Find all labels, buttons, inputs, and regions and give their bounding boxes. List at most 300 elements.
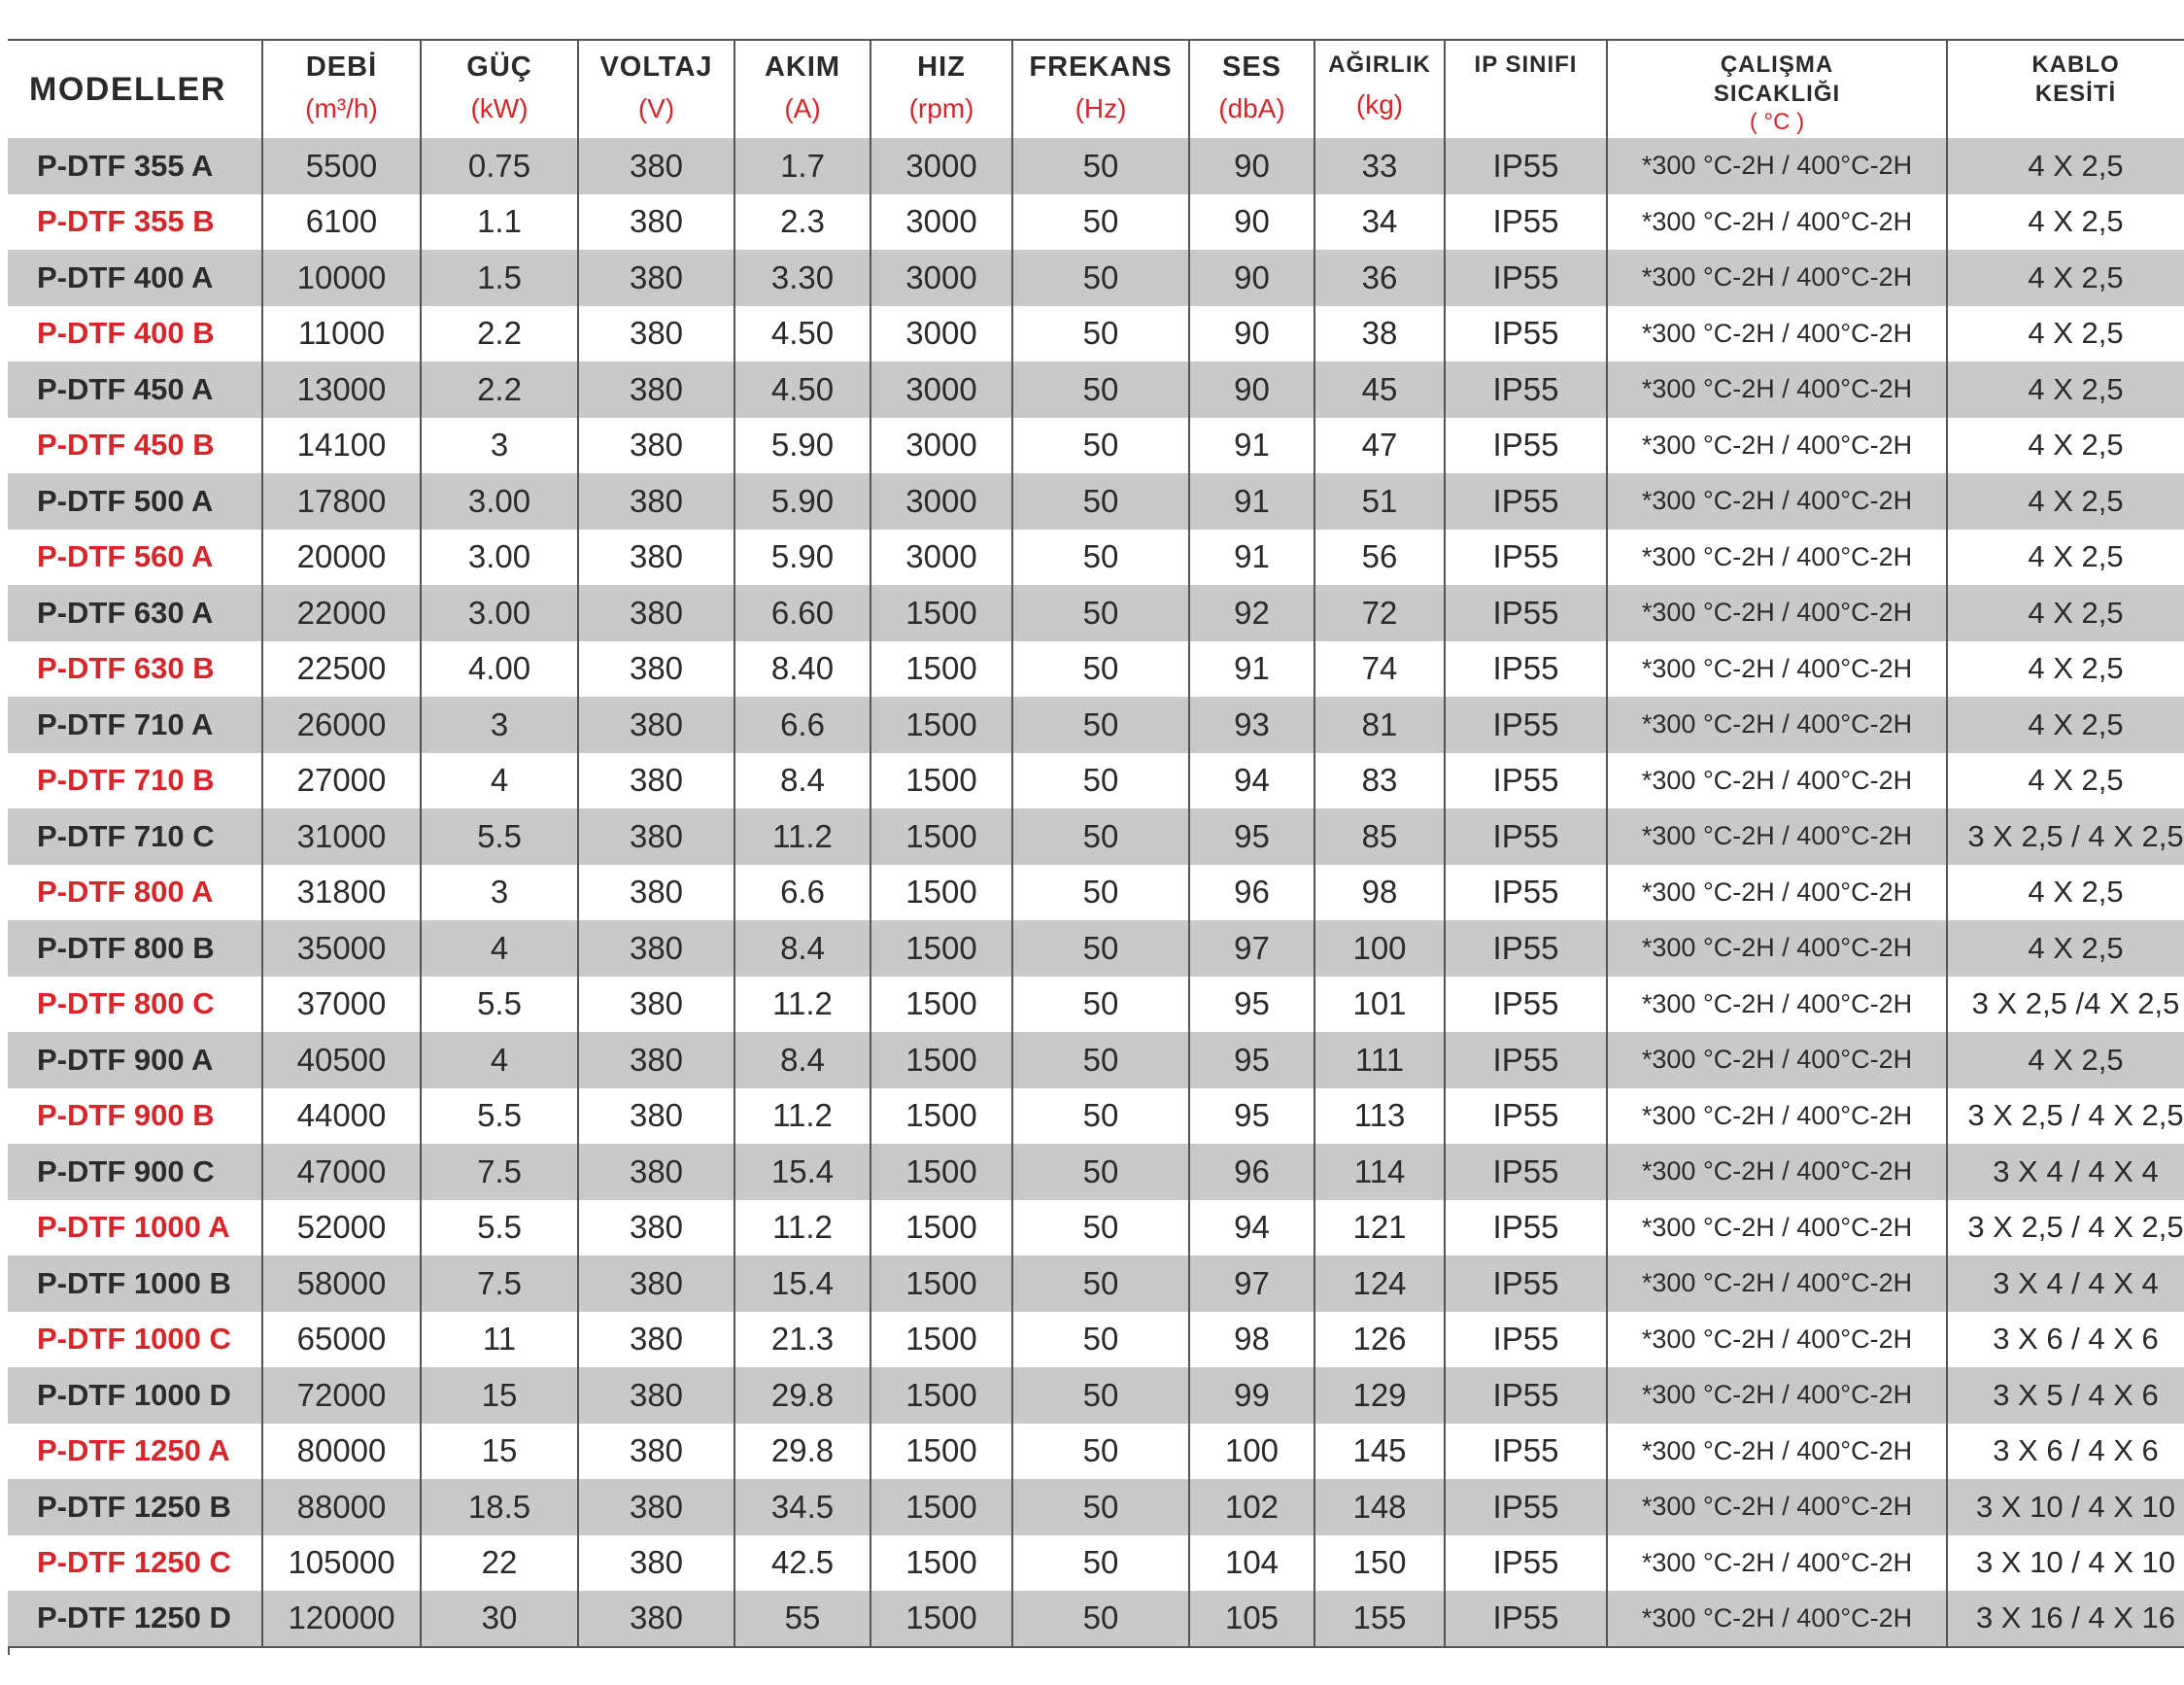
cell-cable-section: 4 X 2,5 (1947, 306, 2184, 362)
cell-ip-class: IP55 (1445, 920, 1607, 977)
cell-speed: 1500 (870, 753, 1012, 809)
cell-ip-class: IP55 (1445, 697, 1607, 753)
cell-cable-section: 4 X 2,5 (1947, 1032, 2184, 1088)
column-header-label: AKIM (764, 52, 841, 83)
cell-cable-section: 4 X 2,5 (1947, 585, 2184, 641)
cell-power: 15 (421, 1367, 578, 1424)
cell-flow: 14100 (262, 418, 421, 474)
column-header-label: AĞIRLIK (1328, 52, 1431, 78)
cell-speed: 1500 (870, 865, 1012, 921)
cell-speed: 1500 (870, 1535, 1012, 1592)
cell-operating-temperature: *300 °C-2H / 400°C-2H (1607, 1591, 1947, 1647)
cell-operating-temperature: *300 °C-2H / 400°C-2H (1607, 1032, 1947, 1088)
cell-cable-section: 4 X 2,5 (1947, 418, 2184, 474)
cell-ip-class: IP55 (1445, 1312, 1607, 1368)
cell-current: 8.4 (734, 1032, 870, 1088)
column-header-label-line2: KESİTİ (2034, 81, 2117, 107)
cell-flow: 22500 (262, 641, 421, 698)
cell-power: 4 (421, 753, 578, 809)
cell-current: 34.5 (734, 1479, 870, 1535)
cell-frequency: 50 (1012, 920, 1189, 977)
cell-power: 3.00 (421, 585, 578, 641)
cell-voltage: 380 (578, 138, 734, 194)
table-row (8, 306, 2184, 362)
cell-speed: 1500 (870, 1200, 1012, 1256)
cell-current: 11.2 (734, 977, 870, 1033)
cell-voltage: 380 (578, 1535, 734, 1592)
table-row (8, 250, 2184, 306)
cell-flow: 31800 (262, 865, 421, 921)
cell-frequency: 50 (1012, 418, 1189, 474)
cell-voltage: 380 (578, 1255, 734, 1312)
cell-flow: 47000 (262, 1144, 421, 1200)
column-header-label: FREKANS (1029, 52, 1173, 83)
column-header-voltage (578, 40, 734, 138)
cell-current: 4.50 (734, 361, 870, 418)
cell-sound: 95 (1189, 808, 1314, 865)
cell-flow: 5500 (262, 138, 421, 194)
cell-weight: 34 (1314, 194, 1445, 251)
cell-ip-class: IP55 (1445, 1591, 1607, 1647)
cell-flow: 13000 (262, 361, 421, 418)
cell-power: 3 (421, 865, 578, 921)
cell-voltage: 380 (578, 585, 734, 641)
cell-model: P-DTF 1000 A (8, 1200, 262, 1256)
cell-ip-class: IP55 (1445, 473, 1607, 530)
column-header-label: IP SINIFI (1474, 52, 1578, 78)
cell-flow: 31000 (262, 808, 421, 865)
cell-weight: 98 (1314, 865, 1445, 921)
cell-current: 8.4 (734, 753, 870, 809)
cell-sound: 97 (1189, 920, 1314, 977)
cell-sound: 94 (1189, 753, 1314, 809)
cell-flow: 20000 (262, 530, 421, 586)
table-row (8, 1424, 2184, 1480)
cell-cable-section: 4 X 2,5 (1947, 530, 2184, 586)
table-row (8, 1591, 2184, 1647)
cell-model: P-DTF 1000 C (8, 1312, 262, 1368)
cell-flow: 52000 (262, 1200, 421, 1256)
cell-voltage: 380 (578, 641, 734, 698)
cell-model: P-DTF 900 A (8, 1032, 262, 1088)
column-header-models (8, 40, 262, 138)
cell-cable-section: 4 X 2,5 (1947, 641, 2184, 698)
cell-current: 8.4 (734, 920, 870, 977)
cell-ip-class: IP55 (1445, 306, 1607, 362)
cell-sound: 100 (1189, 1424, 1314, 1480)
cell-speed: 1500 (870, 808, 1012, 865)
cell-voltage: 380 (578, 530, 734, 586)
cell-model: P-DTF 355 B (8, 194, 262, 251)
cell-speed: 1500 (870, 1591, 1012, 1647)
cell-weight: 81 (1314, 697, 1445, 753)
cell-model: P-DTF 710 B (8, 753, 262, 809)
table-row (8, 753, 2184, 809)
table-row (8, 1479, 2184, 1535)
cell-speed: 3000 (870, 361, 1012, 418)
table-row (8, 473, 2184, 530)
table-row (8, 1200, 2184, 1256)
column-header-unit: (dbA) (1218, 93, 1285, 123)
cell-speed: 1500 (870, 1479, 1012, 1535)
cell-current: 4.50 (734, 306, 870, 362)
cell-frequency: 50 (1012, 753, 1189, 809)
cell-speed: 1500 (870, 1032, 1012, 1088)
cell-ip-class: IP55 (1445, 194, 1607, 251)
cell-speed: 1500 (870, 641, 1012, 698)
cell-speed: 3000 (870, 530, 1012, 586)
cell-speed: 1500 (870, 697, 1012, 753)
cell-model: P-DTF 500 A (8, 473, 262, 530)
cell-sound: 95 (1189, 977, 1314, 1033)
cell-voltage: 380 (578, 306, 734, 362)
cell-operating-temperature: *300 °C-2H / 400°C-2H (1607, 1367, 1947, 1424)
cell-cable-section: 3 X 2,5 / 4 X 2,5 (1947, 1088, 2184, 1145)
cell-power: 30 (421, 1591, 578, 1647)
cell-operating-temperature: *300 °C-2H / 400°C-2H (1607, 920, 1947, 977)
cell-speed: 1500 (870, 1424, 1012, 1480)
cell-frequency: 50 (1012, 250, 1189, 306)
column-header-cable-section (1947, 40, 2184, 138)
cell-operating-temperature: *300 °C-2H / 400°C-2H (1607, 753, 1947, 809)
cell-power: 5.5 (421, 1200, 578, 1256)
cell-sound: 94 (1189, 1200, 1314, 1256)
cell-weight: 100 (1314, 920, 1445, 977)
column-header-label-line1: ÇALIŞMA (1720, 52, 1834, 78)
cell-power: 2.2 (421, 306, 578, 362)
cell-frequency: 50 (1012, 194, 1189, 251)
cell-current: 55 (734, 1591, 870, 1647)
cell-current: 15.4 (734, 1144, 870, 1200)
cell-operating-temperature: *300 °C-2H / 400°C-2H (1607, 473, 1947, 530)
cell-cable-section: 4 X 2,5 (1947, 194, 2184, 251)
cell-voltage: 380 (578, 697, 734, 753)
cell-ip-class: IP55 (1445, 1088, 1607, 1145)
column-header-operating-temperature (1607, 40, 1947, 138)
cell-model: P-DTF 800 C (8, 977, 262, 1033)
cell-ip-class: IP55 (1445, 1200, 1607, 1256)
cell-flow: 58000 (262, 1255, 421, 1312)
cell-speed: 1500 (870, 1312, 1012, 1368)
cell-current: 42.5 (734, 1535, 870, 1592)
cell-power: 3 (421, 418, 578, 474)
cell-ip-class: IP55 (1445, 138, 1607, 194)
cell-weight: 113 (1314, 1088, 1445, 1145)
cell-model: P-DTF 710 A (8, 697, 262, 753)
cell-frequency: 50 (1012, 530, 1189, 586)
cell-current: 29.8 (734, 1367, 870, 1424)
cell-flow: 11000 (262, 306, 421, 362)
cell-current: 11.2 (734, 1200, 870, 1256)
cell-power: 1.5 (421, 250, 578, 306)
cell-sound: 99 (1189, 1367, 1314, 1424)
cell-weight: 74 (1314, 641, 1445, 698)
cell-voltage: 380 (578, 1591, 734, 1647)
cell-voltage: 380 (578, 1088, 734, 1145)
cell-voltage: 380 (578, 361, 734, 418)
column-header-label: DEBİ (305, 52, 378, 83)
cell-cable-section: 3 X 6 / 4 X 6 (1947, 1424, 2184, 1480)
cell-speed: 3000 (870, 306, 1012, 362)
cell-flow: 40500 (262, 1032, 421, 1088)
cell-frequency: 50 (1012, 1255, 1189, 1312)
cell-weight: 126 (1314, 1312, 1445, 1368)
cell-sound: 96 (1189, 865, 1314, 921)
cell-current: 2.3 (734, 194, 870, 251)
cell-cable-section: 3 X 10 / 4 X 10 (1947, 1479, 2184, 1535)
table-row (8, 585, 2184, 641)
cell-ip-class: IP55 (1445, 1535, 1607, 1592)
cell-weight: 36 (1314, 250, 1445, 306)
cell-cable-section: 3 X 2,5 / 4 X 2,5 (1947, 1200, 2184, 1256)
cell-operating-temperature: *300 °C-2H / 400°C-2H (1607, 1479, 1947, 1535)
cell-power: 11 (421, 1312, 578, 1368)
table-row (8, 865, 2184, 921)
cell-frequency: 50 (1012, 1591, 1189, 1647)
column-header-unit: (m³/h) (305, 93, 378, 123)
column-header-unit: (rpm) (908, 93, 974, 123)
cell-power: 5.5 (421, 1088, 578, 1145)
cell-flow: 35000 (262, 920, 421, 977)
cell-weight: 47 (1314, 418, 1445, 474)
cell-model: P-DTF 560 A (8, 530, 262, 586)
column-header-unit: (Hz) (1075, 93, 1127, 123)
cell-cable-section: 3 X 6 / 4 X 6 (1947, 1312, 2184, 1368)
cell-weight: 33 (1314, 138, 1445, 194)
cell-power: 5.5 (421, 808, 578, 865)
cell-frequency: 50 (1012, 306, 1189, 362)
cell-ip-class: IP55 (1445, 250, 1607, 306)
cell-speed: 3000 (870, 418, 1012, 474)
cell-frequency: 50 (1012, 1367, 1189, 1424)
table-row (8, 920, 2184, 977)
column-header-label: HIZ (917, 52, 966, 83)
cell-weight: 145 (1314, 1424, 1445, 1480)
cell-model: P-DTF 450 A (8, 361, 262, 418)
cell-power: 7.5 (421, 1255, 578, 1312)
cell-sound: 90 (1189, 250, 1314, 306)
cell-cable-section: 4 X 2,5 (1947, 361, 2184, 418)
cell-operating-temperature: *300 °C-2H / 400°C-2H (1607, 977, 1947, 1033)
cell-flow: 10000 (262, 250, 421, 306)
cell-cable-section: 4 X 2,5 (1947, 138, 2184, 194)
cell-weight: 101 (1314, 977, 1445, 1033)
table-row (8, 418, 2184, 474)
column-header-label-line2: SICAKLIĞI (1713, 81, 1841, 107)
cell-voltage: 380 (578, 977, 734, 1033)
column-header-frequency (1012, 40, 1189, 138)
cell-power: 4 (421, 1032, 578, 1088)
cell-sound: 90 (1189, 306, 1314, 362)
cell-operating-temperature: *300 °C-2H / 400°C-2H (1607, 361, 1947, 418)
column-header-flow (262, 40, 421, 138)
cell-frequency: 50 (1012, 585, 1189, 641)
cell-flow: 44000 (262, 1088, 421, 1145)
column-header-ip-class (1445, 40, 1607, 138)
cell-model: P-DTF 450 B (8, 418, 262, 474)
cell-flow: 105000 (262, 1535, 421, 1592)
table-body (8, 138, 2184, 1647)
table-row (8, 1255, 2184, 1312)
cell-operating-temperature: *300 °C-2H / 400°C-2H (1607, 138, 1947, 194)
cell-ip-class: IP55 (1445, 641, 1607, 698)
table-row (8, 1367, 2184, 1424)
cell-model: P-DTF 630 B (8, 641, 262, 698)
cell-ip-class: IP55 (1445, 977, 1607, 1033)
table-row (8, 1144, 2184, 1200)
column-header-speed (870, 40, 1012, 138)
cell-speed: 3000 (870, 473, 1012, 530)
cell-speed: 3000 (870, 194, 1012, 251)
cell-frequency: 50 (1012, 1088, 1189, 1145)
cell-sound: 90 (1189, 361, 1314, 418)
column-header-current (734, 40, 870, 138)
cell-operating-temperature: *300 °C-2H / 400°C-2H (1607, 641, 1947, 698)
cell-ip-class: IP55 (1445, 1144, 1607, 1200)
cell-weight: 45 (1314, 361, 1445, 418)
cell-weight: 85 (1314, 808, 1445, 865)
cell-model: P-DTF 710 C (8, 808, 262, 865)
cell-model: P-DTF 400 A (8, 250, 262, 306)
cell-power: 0.75 (421, 138, 578, 194)
cell-flow: 6100 (262, 194, 421, 251)
cell-operating-temperature: *300 °C-2H / 400°C-2H (1607, 697, 1947, 753)
cell-voltage: 380 (578, 1144, 734, 1200)
cell-frequency: 50 (1012, 808, 1189, 865)
cell-power: 4 (421, 920, 578, 977)
cell-speed: 1500 (870, 920, 1012, 977)
cell-cable-section: 3 X 2,5 / 4 X 2,5 (1947, 808, 2184, 865)
cell-voltage: 380 (578, 1424, 734, 1480)
column-header-label: VOLTAJ (599, 52, 713, 83)
cell-voltage: 380 (578, 1479, 734, 1535)
cell-ip-class: IP55 (1445, 1032, 1607, 1088)
cell-weight: 124 (1314, 1255, 1445, 1312)
cell-speed: 1500 (870, 977, 1012, 1033)
cell-current: 1.7 (734, 138, 870, 194)
cell-cable-section: 3 X 5 / 4 X 6 (1947, 1367, 2184, 1424)
cell-operating-temperature: *300 °C-2H / 400°C-2H (1607, 1255, 1947, 1312)
column-header-sound (1189, 40, 1314, 138)
cell-sound: 92 (1189, 585, 1314, 641)
table-row (8, 697, 2184, 753)
cell-speed: 3000 (870, 250, 1012, 306)
cell-frequency: 50 (1012, 977, 1189, 1033)
cell-weight: 83 (1314, 753, 1445, 809)
cell-current: 6.60 (734, 585, 870, 641)
cell-weight: 129 (1314, 1367, 1445, 1424)
cell-frequency: 50 (1012, 641, 1189, 698)
cell-flow: 22000 (262, 585, 421, 641)
cell-model: P-DTF 1000 B (8, 1255, 262, 1312)
cell-current: 8.40 (734, 641, 870, 698)
cell-operating-temperature: *300 °C-2H / 400°C-2H (1607, 1088, 1947, 1145)
cell-speed: 1500 (870, 585, 1012, 641)
cell-cable-section: 4 X 2,5 (1947, 250, 2184, 306)
cell-ip-class: IP55 (1445, 418, 1607, 474)
cell-weight: 114 (1314, 1144, 1445, 1200)
column-header-label: GÜÇ (466, 52, 532, 83)
cell-operating-temperature: *300 °C-2H / 400°C-2H (1607, 194, 1947, 251)
cell-power: 1.1 (421, 194, 578, 251)
cell-voltage: 380 (578, 1200, 734, 1256)
cell-operating-temperature: *300 °C-2H / 400°C-2H (1607, 530, 1947, 586)
cell-flow: 120000 (262, 1591, 421, 1647)
cell-weight: 72 (1314, 585, 1445, 641)
cell-cable-section: 4 X 2,5 (1947, 865, 2184, 921)
cell-flow: 80000 (262, 1424, 421, 1480)
cell-ip-class: IP55 (1445, 865, 1607, 921)
cell-operating-temperature: *300 °C-2H / 400°C-2H (1607, 306, 1947, 362)
cell-model: P-DTF 1250 A (8, 1424, 262, 1480)
column-header-unit: ( °C ) (1749, 109, 1805, 135)
cell-sound: 104 (1189, 1535, 1314, 1592)
table-row (8, 808, 2184, 865)
cell-speed: 1500 (870, 1255, 1012, 1312)
cell-current: 5.90 (734, 530, 870, 586)
cell-weight: 121 (1314, 1200, 1445, 1256)
cell-ip-class: IP55 (1445, 361, 1607, 418)
cell-frequency: 50 (1012, 1535, 1189, 1592)
cell-cable-section: 3 X 4 / 4 X 4 (1947, 1144, 2184, 1200)
column-header-unit: (V) (637, 93, 675, 123)
column-header-unit: (kg) (1355, 89, 1404, 120)
cell-power: 15 (421, 1424, 578, 1480)
cell-frequency: 50 (1012, 473, 1189, 530)
cell-operating-temperature: *300 °C-2H / 400°C-2H (1607, 865, 1947, 921)
cell-operating-temperature: *300 °C-2H / 400°C-2H (1607, 1535, 1947, 1592)
column-header-power (421, 40, 578, 138)
table-row (8, 530, 2184, 586)
cell-flow: 17800 (262, 473, 421, 530)
cell-sound: 93 (1189, 697, 1314, 753)
cell-weight: 56 (1314, 530, 1445, 586)
cell-model: P-DTF 900 C (8, 1144, 262, 1200)
cell-power: 2.2 (421, 361, 578, 418)
column-header-label: SES (1221, 52, 1282, 83)
cell-sound: 98 (1189, 1312, 1314, 1368)
cell-operating-temperature: *300 °C-2H / 400°C-2H (1607, 250, 1947, 306)
cell-current: 29.8 (734, 1424, 870, 1480)
cell-power: 3.00 (421, 530, 578, 586)
cell-frequency: 50 (1012, 1200, 1189, 1256)
cell-frequency: 50 (1012, 1479, 1189, 1535)
cell-current: 11.2 (734, 1088, 870, 1145)
cell-power: 3.00 (421, 473, 578, 530)
cell-cable-section: 3 X 16 / 4 X 16 (1947, 1591, 2184, 1647)
fan-specification-table (8, 39, 2184, 1648)
cell-cable-section: 3 X 4 / 4 X 4 (1947, 1255, 2184, 1312)
column-header-unit: (A) (784, 93, 821, 123)
cell-model: P-DTF 1000 D (8, 1367, 262, 1424)
cell-voltage: 380 (578, 473, 734, 530)
table-row (8, 1535, 2184, 1592)
column-header-unit: (kW) (470, 93, 529, 123)
table-row (8, 977, 2184, 1033)
cell-power: 3 (421, 697, 578, 753)
cell-frequency: 50 (1012, 1032, 1189, 1088)
cell-current: 5.90 (734, 473, 870, 530)
cell-flow: 27000 (262, 753, 421, 809)
cell-voltage: 380 (578, 1367, 734, 1424)
cell-frequency: 50 (1012, 138, 1189, 194)
cell-flow: 88000 (262, 1479, 421, 1535)
cell-speed: 3000 (870, 138, 1012, 194)
cell-sound: 91 (1189, 641, 1314, 698)
cell-cable-section: 3 X 10 / 4 X 10 (1947, 1535, 2184, 1592)
cell-operating-temperature: *300 °C-2H / 400°C-2H (1607, 585, 1947, 641)
cell-sound: 91 (1189, 473, 1314, 530)
